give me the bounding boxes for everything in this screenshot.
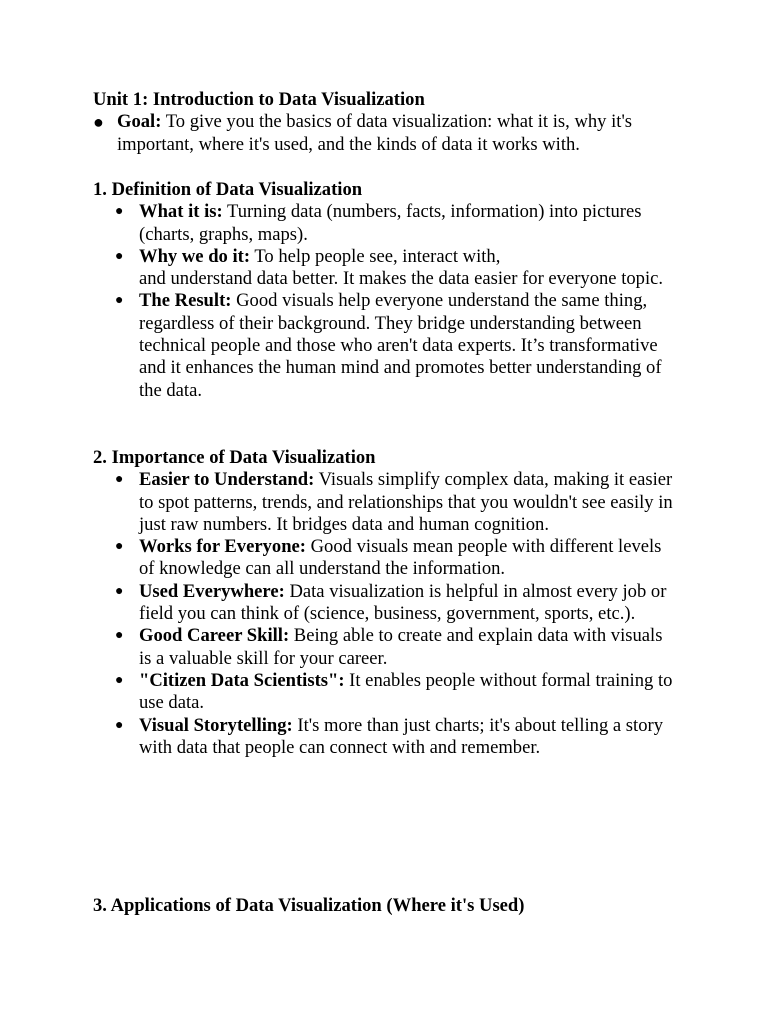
section-1-title: 1. Definition of Data Visualization — [93, 179, 363, 200]
section-1-list — [93, 201, 693, 402]
list-item — [93, 246, 679, 291]
bullet-icon: ● — [115, 628, 124, 644]
item-text: Good visuals mean people with different levels of knowledge can all understand the information. — [139, 536, 662, 580]
bullet-icon: ● — [115, 472, 124, 488]
goal-list — [93, 111, 693, 156]
list-item — [93, 201, 679, 246]
item-text: To help people see, interact with, — [250, 245, 501, 267]
list-item — [93, 469, 679, 536]
section-importance — [93, 447, 693, 759]
bullet-icon: ● — [115, 204, 124, 220]
item-text: It enables people without formal training to use data. — [139, 669, 673, 714]
list-item — [93, 670, 679, 715]
section-2-title: 2. Importance of Data Visualization — [93, 447, 376, 468]
item-label: Visual Storytelling: — [139, 714, 293, 736]
section-3-title: 3. Applications of Data Visualization (Where it's Used) — [93, 895, 525, 916]
item-label: What it is: — [139, 201, 223, 223]
item-text-continued: and understand data better. It makes the data easier for everyone topic. — [139, 268, 664, 290]
item-label: Easier to Understand: — [139, 469, 315, 491]
item-label: The Result: — [139, 290, 232, 312]
goal-label: Goal: — [117, 111, 162, 133]
list-item — [93, 625, 679, 670]
goal-item — [93, 111, 677, 156]
item-text: Turning data (numbers, facts, information) into pictures (charts, graphs, maps). — [139, 201, 642, 245]
item-label: Good Career Skill: — [139, 625, 290, 647]
bullet-icon: ● — [93, 112, 104, 133]
item-label: Why we do it: — [139, 245, 251, 267]
goal-text: To give you the basics of data visualization: what it is, why it's important, where it's used, and the kinds of data it works with. — [117, 111, 633, 155]
bullet-icon: ● — [115, 248, 124, 264]
section-definition — [93, 179, 693, 402]
bullet-icon: ● — [115, 293, 124, 309]
item-text: Visuals simplify complex data, making it easier to spot patterns, trends, and relationships that you wouldn't see easily in just raw numbers. It bridges data and human cognition. — [139, 469, 673, 535]
list-item — [93, 715, 679, 760]
bullet-icon: ● — [115, 583, 124, 599]
item-label: "Citizen Data Scientists": — [139, 669, 345, 691]
unit-intro — [93, 89, 693, 156]
bullet-icon: ● — [115, 717, 124, 733]
section-2-list — [93, 469, 693, 759]
item-label: Works for Everyone: — [139, 536, 306, 558]
unit-title: Unit 1: Introduction to Data Visualization — [93, 89, 425, 110]
item-text: It's more than just charts; it's about telling a story with data that people can connect with and remember. — [139, 714, 663, 758]
bullet-icon: ● — [115, 672, 124, 688]
list-item — [93, 536, 679, 581]
list-item — [93, 581, 679, 626]
list-item — [93, 290, 679, 401]
item-text: Good visuals help everyone understand the same thing, regardless of their background. They bridge understanding between technical people and those who aren't data experts. It’s transformative and it enhances the human mind and promotes better understanding of the data. — [139, 290, 662, 401]
item-text: Being able to create and explain data with visuals is a valuable skill for your career. — [139, 625, 663, 669]
item-text: Data visualization is helpful in almost every job or field you can think of (science, business, government, sports, etc.). — [139, 580, 667, 625]
section-applications — [93, 895, 693, 917]
item-label: Used Everywhere: — [139, 580, 285, 602]
bullet-icon: ● — [115, 539, 124, 555]
